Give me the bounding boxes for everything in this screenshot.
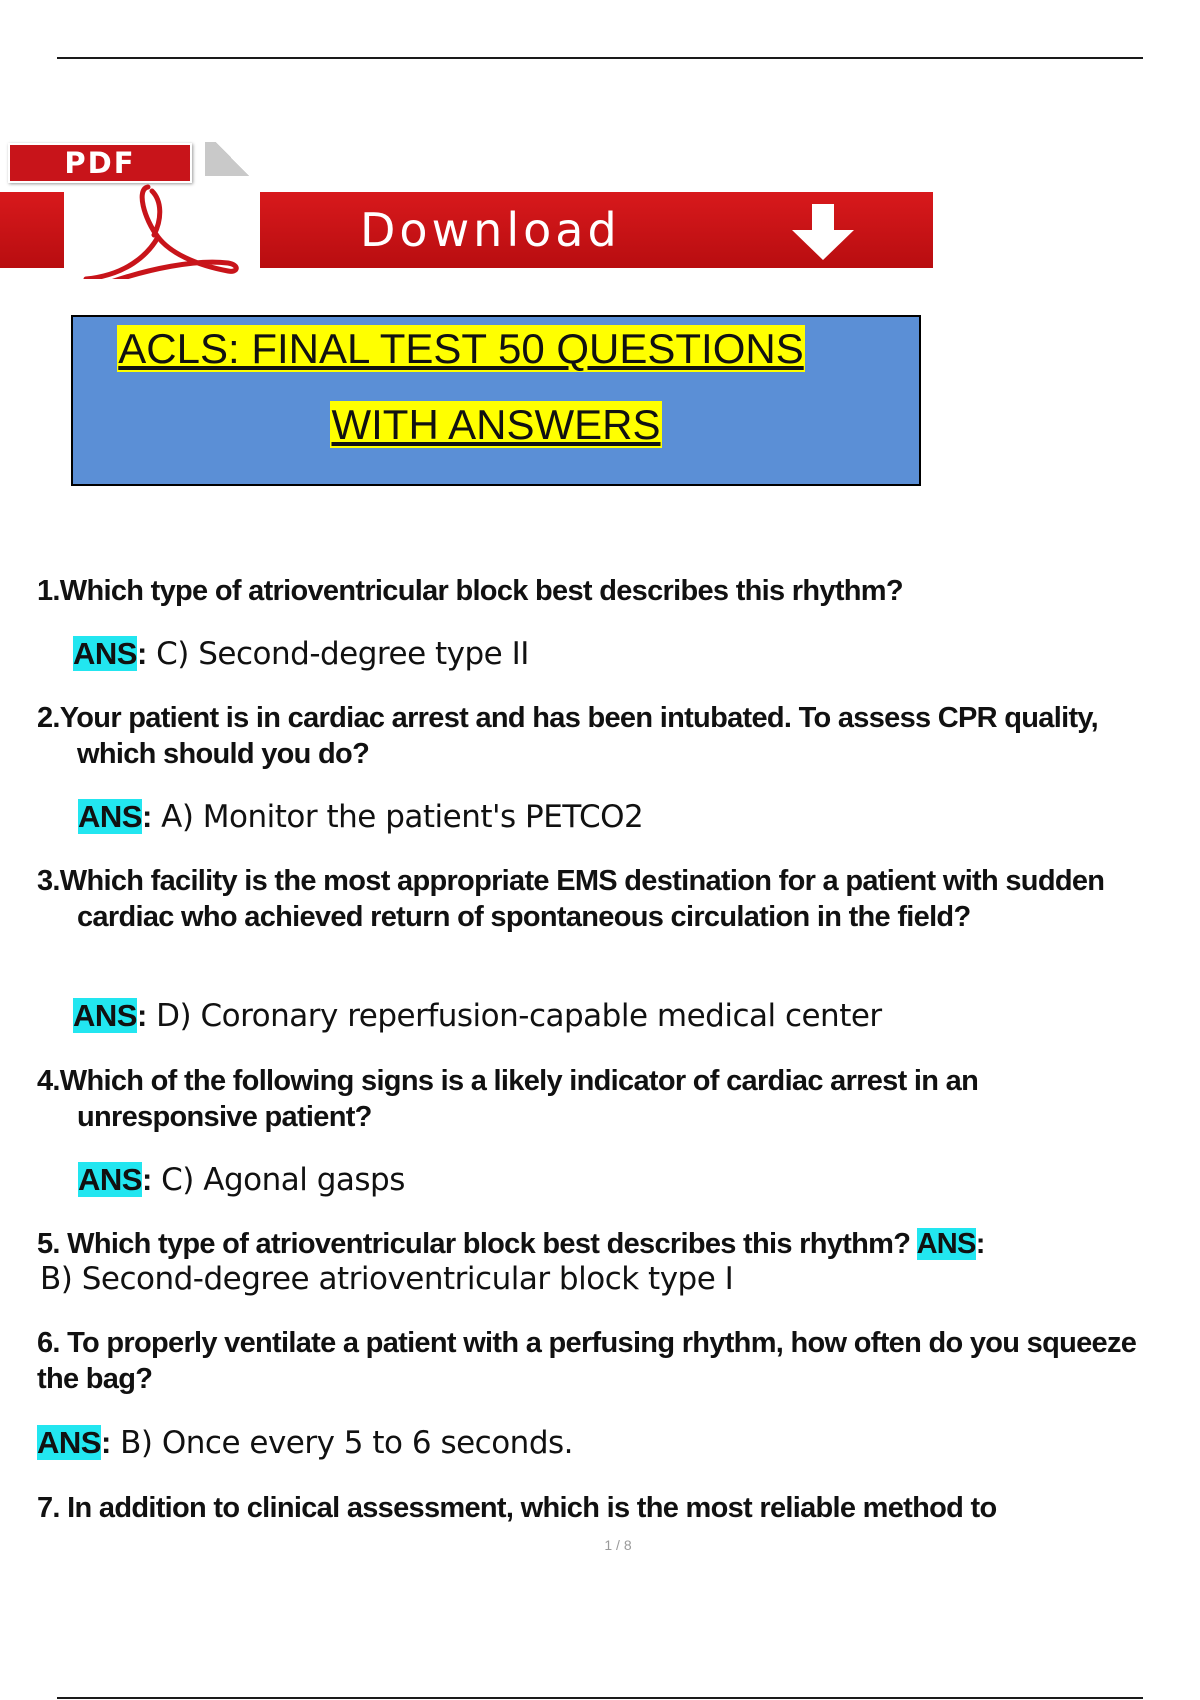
top-rule — [57, 57, 1143, 59]
question-6: 6. To properly ventilate a patient with a perfusing rhythm, how often do you squeeze the bag? — [37, 1327, 1137, 1395]
answer-1: ANS: C) Second-degree type II — [73, 636, 529, 672]
page-number: 1 / 8 — [604, 1537, 632, 1553]
download-label: Download — [360, 203, 621, 257]
question-5: 5. Which type of atrioventricular block best describes this rhythm? ANS: — [37, 1228, 985, 1260]
question-2: 2.Your patient is in cardiac arrest and has been intubated. To assess CPR quality, which should you do? — [37, 702, 1099, 770]
arrow-down-icon — [790, 204, 856, 260]
title-line-2: WITH ANSWERS — [331, 401, 661, 448]
question-1: 1.Which type of atrioventricular block best describes this rhythm? — [37, 575, 903, 607]
ans-label: ANS — [78, 799, 142, 834]
pdf-download-banner[interactable] — [0, 137, 935, 287]
ans-label: ANS — [78, 1162, 142, 1197]
bottom-rule — [57, 1697, 1143, 1699]
ans-label: ANS — [73, 636, 137, 671]
answer-5: B) Second-degree atrioventricular block type I — [40, 1261, 734, 1297]
ans-label: ANS — [73, 998, 137, 1033]
answer-2: ANS: A) Monitor the patient's PETCO2 — [78, 799, 644, 835]
title-line-1: ACLS: FINAL TEST 50 QUESTIONS — [118, 325, 804, 372]
question-7: 7. In addition to clinical assessment, which is the most reliable method to — [37, 1492, 997, 1524]
ans-label: ANS — [37, 1425, 101, 1460]
answer-3: ANS: D) Coronary reperfusion-capable medical center — [73, 998, 882, 1034]
question-4: 4.Which of the following signs is a likely indicator of cardiac arrest in an unresponsive patient? — [37, 1065, 979, 1133]
acrobat-logo-icon — [78, 179, 248, 279]
ans-label: ANS — [916, 1228, 976, 1260]
answer-6: ANS: B) Once every 5 to 6 seconds. — [37, 1425, 574, 1461]
title-box — [71, 315, 921, 486]
question-3: 3.Which facility is the most appropriate EMS destination for a patient with sudden cardiac who achieved return of spontaneous circulation in the field? — [37, 865, 1105, 933]
answer-4: ANS: C) Agonal gasps — [78, 1162, 405, 1198]
pdf-label: PDF — [8, 143, 192, 183]
page-fold-icon — [205, 142, 260, 176]
